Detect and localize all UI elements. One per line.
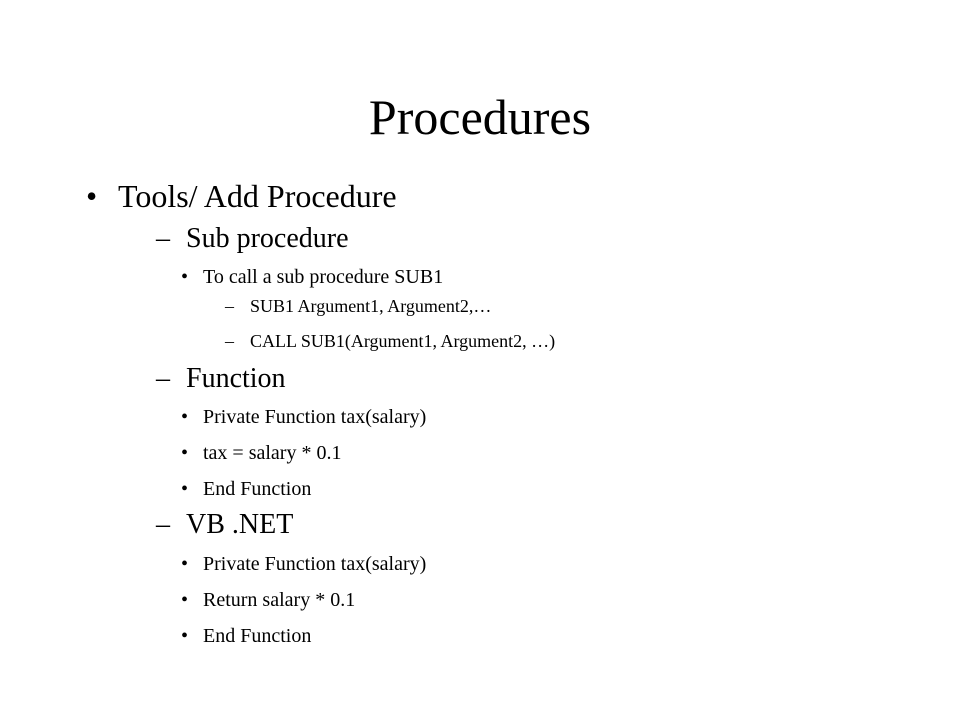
bullet-marker: •	[181, 266, 189, 288]
detail-item	[181, 587, 356, 613]
code-text: CALL SUB1(Argument1, Argument2, …)	[250, 331, 556, 351]
detail-item	[181, 623, 312, 649]
subitem-sub-procedure	[156, 221, 349, 257]
bullet-marker: •	[181, 625, 189, 647]
dash-marker: –	[156, 509, 170, 540]
subitem-text: Function	[186, 363, 286, 394]
code-line	[225, 294, 492, 318]
bullet-marker: •	[181, 553, 189, 575]
detail-text: To call a sub procedure SUB1	[203, 266, 444, 288]
detail-text: End Function	[203, 625, 312, 647]
bullet-marker: •	[86, 178, 98, 214]
detail-item	[181, 440, 342, 466]
detail-item	[181, 404, 427, 430]
code-line	[225, 329, 556, 353]
detail-text: Return salary * 0.1	[203, 589, 356, 611]
subitem-text: VB .NET	[186, 509, 294, 540]
bullet-text: Tools/ Add Procedure	[118, 178, 397, 214]
detail-text: Private Function tax(salary)	[203, 406, 427, 428]
detail-text: Private Function tax(salary)	[203, 553, 427, 575]
bullet-item-tools-add-procedure	[86, 176, 397, 216]
dash-marker: –	[225, 296, 234, 316]
bullet-marker: •	[181, 478, 189, 500]
subitem-text: Sub procedure	[186, 223, 349, 254]
detail-item	[181, 264, 444, 290]
bullet-marker: •	[181, 406, 189, 428]
detail-item	[181, 476, 312, 502]
detail-text: End Function	[203, 478, 312, 500]
dash-marker: –	[156, 223, 170, 254]
subitem-vb-net	[156, 507, 294, 543]
code-text: SUB1 Argument1, Argument2,…	[250, 296, 492, 316]
subitem-function	[156, 361, 286, 397]
bullet-marker: •	[181, 589, 189, 611]
bullet-marker: •	[181, 442, 189, 464]
slide-title: Procedures	[368, 89, 592, 145]
detail-item	[181, 551, 427, 577]
detail-text: tax = salary * 0.1	[203, 442, 342, 464]
dash-marker: –	[225, 331, 234, 351]
dash-marker: –	[156, 363, 170, 394]
